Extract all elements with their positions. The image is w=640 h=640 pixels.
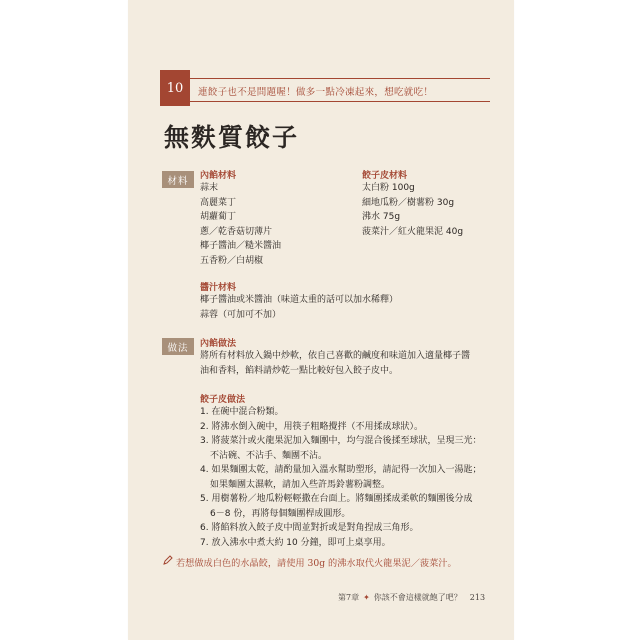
page-footer [338,592,485,603]
method-wrapper-steps [200,405,481,550]
method-filling-text [200,349,470,378]
star-icon: ✦ [363,593,370,602]
tip-text: 若想做成白色的水晶餃，請使用 30g 的沸水取代火龍果泥／菠菜汁。 [176,558,457,569]
ingredients-tag: 材料 [162,171,194,188]
pencil-icon [163,555,173,565]
list-item: 椰子醬油或米醬油（味道太重的話可以加水稀釋） [200,295,399,305]
list-item: 五香粉／白胡椒 [200,255,264,266]
chapter-number: 10 [160,70,190,106]
filling-list [200,181,281,268]
sauce-list [200,293,398,322]
footer-title: 你該不會這樣就飽了吧？ [373,593,462,602]
list-item: 太白粉 100g [362,183,415,193]
list-item: 椰子醬油／糙米醬油 [200,241,282,251]
step-line: 1. 在碗中混合粉類。 [200,407,284,417]
method-tag: 做法 [162,338,194,355]
method-filling-heading: 內餡做法 [200,339,237,349]
list-item: 蒜蓉（可加可不加） [200,309,282,320]
step-line: 5. 用樹薯粉／地瓜粉輕輕撒在台面上。將麵團揉成柔軟的麵團後分成 [200,494,473,504]
wrapper-list [362,181,463,239]
list-item: 蒜末 [200,183,219,193]
step-line: 6. 將餡料放入餃子皮中間並對折或是對角捏成三角形。 [200,523,419,533]
step-line: 2. 將沸水倒入碗中，用筷子粗略攪拌（不用揉成球狀）。 [200,421,423,432]
step-line: 7. 放入沸水中煮大約 10 分鐘，即可上桌享用。 [200,537,391,548]
filling-heading: 內餡材料 [200,171,237,181]
sauce-heading: 醬汁材料 [200,283,237,293]
list-item: 沸水 75g [362,212,401,222]
wrapper-heading: 餃子皮材料 [362,171,408,181]
paragraph-line: 將所有材料放入鍋中炒軟，依自己喜歡的鹹度和味道加入適量椰子醬 [200,351,471,361]
list-item: 菠菜汁／紅火龍果泥 40g [362,226,464,237]
recipe-title: 無麩質餃子 [164,123,300,152]
method-wrapper-heading: 餃子皮做法 [200,395,246,405]
step-line: 如果麵團太濕軟，請加入些許馬鈴薯粉調整。 [210,479,391,490]
chapter-tagline: 連餃子也不是問題喔！做多一點冷凍起來，想吃就吃！ [198,87,434,98]
list-item: 高麗菜丁 [200,197,237,208]
step-line: 4. 如果麵團太乾，請酌量加入溫水幫助塑形，請記得一次加入一湯匙； [200,465,482,475]
footer-chapter: 第7章 [338,593,360,602]
step-line: 6－8 份，再將每個麵團桿成圓形。 [210,508,351,519]
list-item: 胡蘿蔔丁 [200,212,237,222]
step-line: 3. 將菠菜汁或火龍果泥加入麵團中，均勻混合後揉至球狀，呈現三光： [200,436,482,446]
list-item: 細地瓜粉／樹薯粉 30g [362,197,455,208]
page-number: 213 [469,593,486,602]
step-line: 不沾碗、不沾手、麵團不沾。 [210,450,328,461]
paragraph-line: 油和香料，餡料請炒乾一點比較好包入餃子皮中。 [200,365,399,376]
list-item: 蔥／乾香菇切薄片 [200,226,273,237]
